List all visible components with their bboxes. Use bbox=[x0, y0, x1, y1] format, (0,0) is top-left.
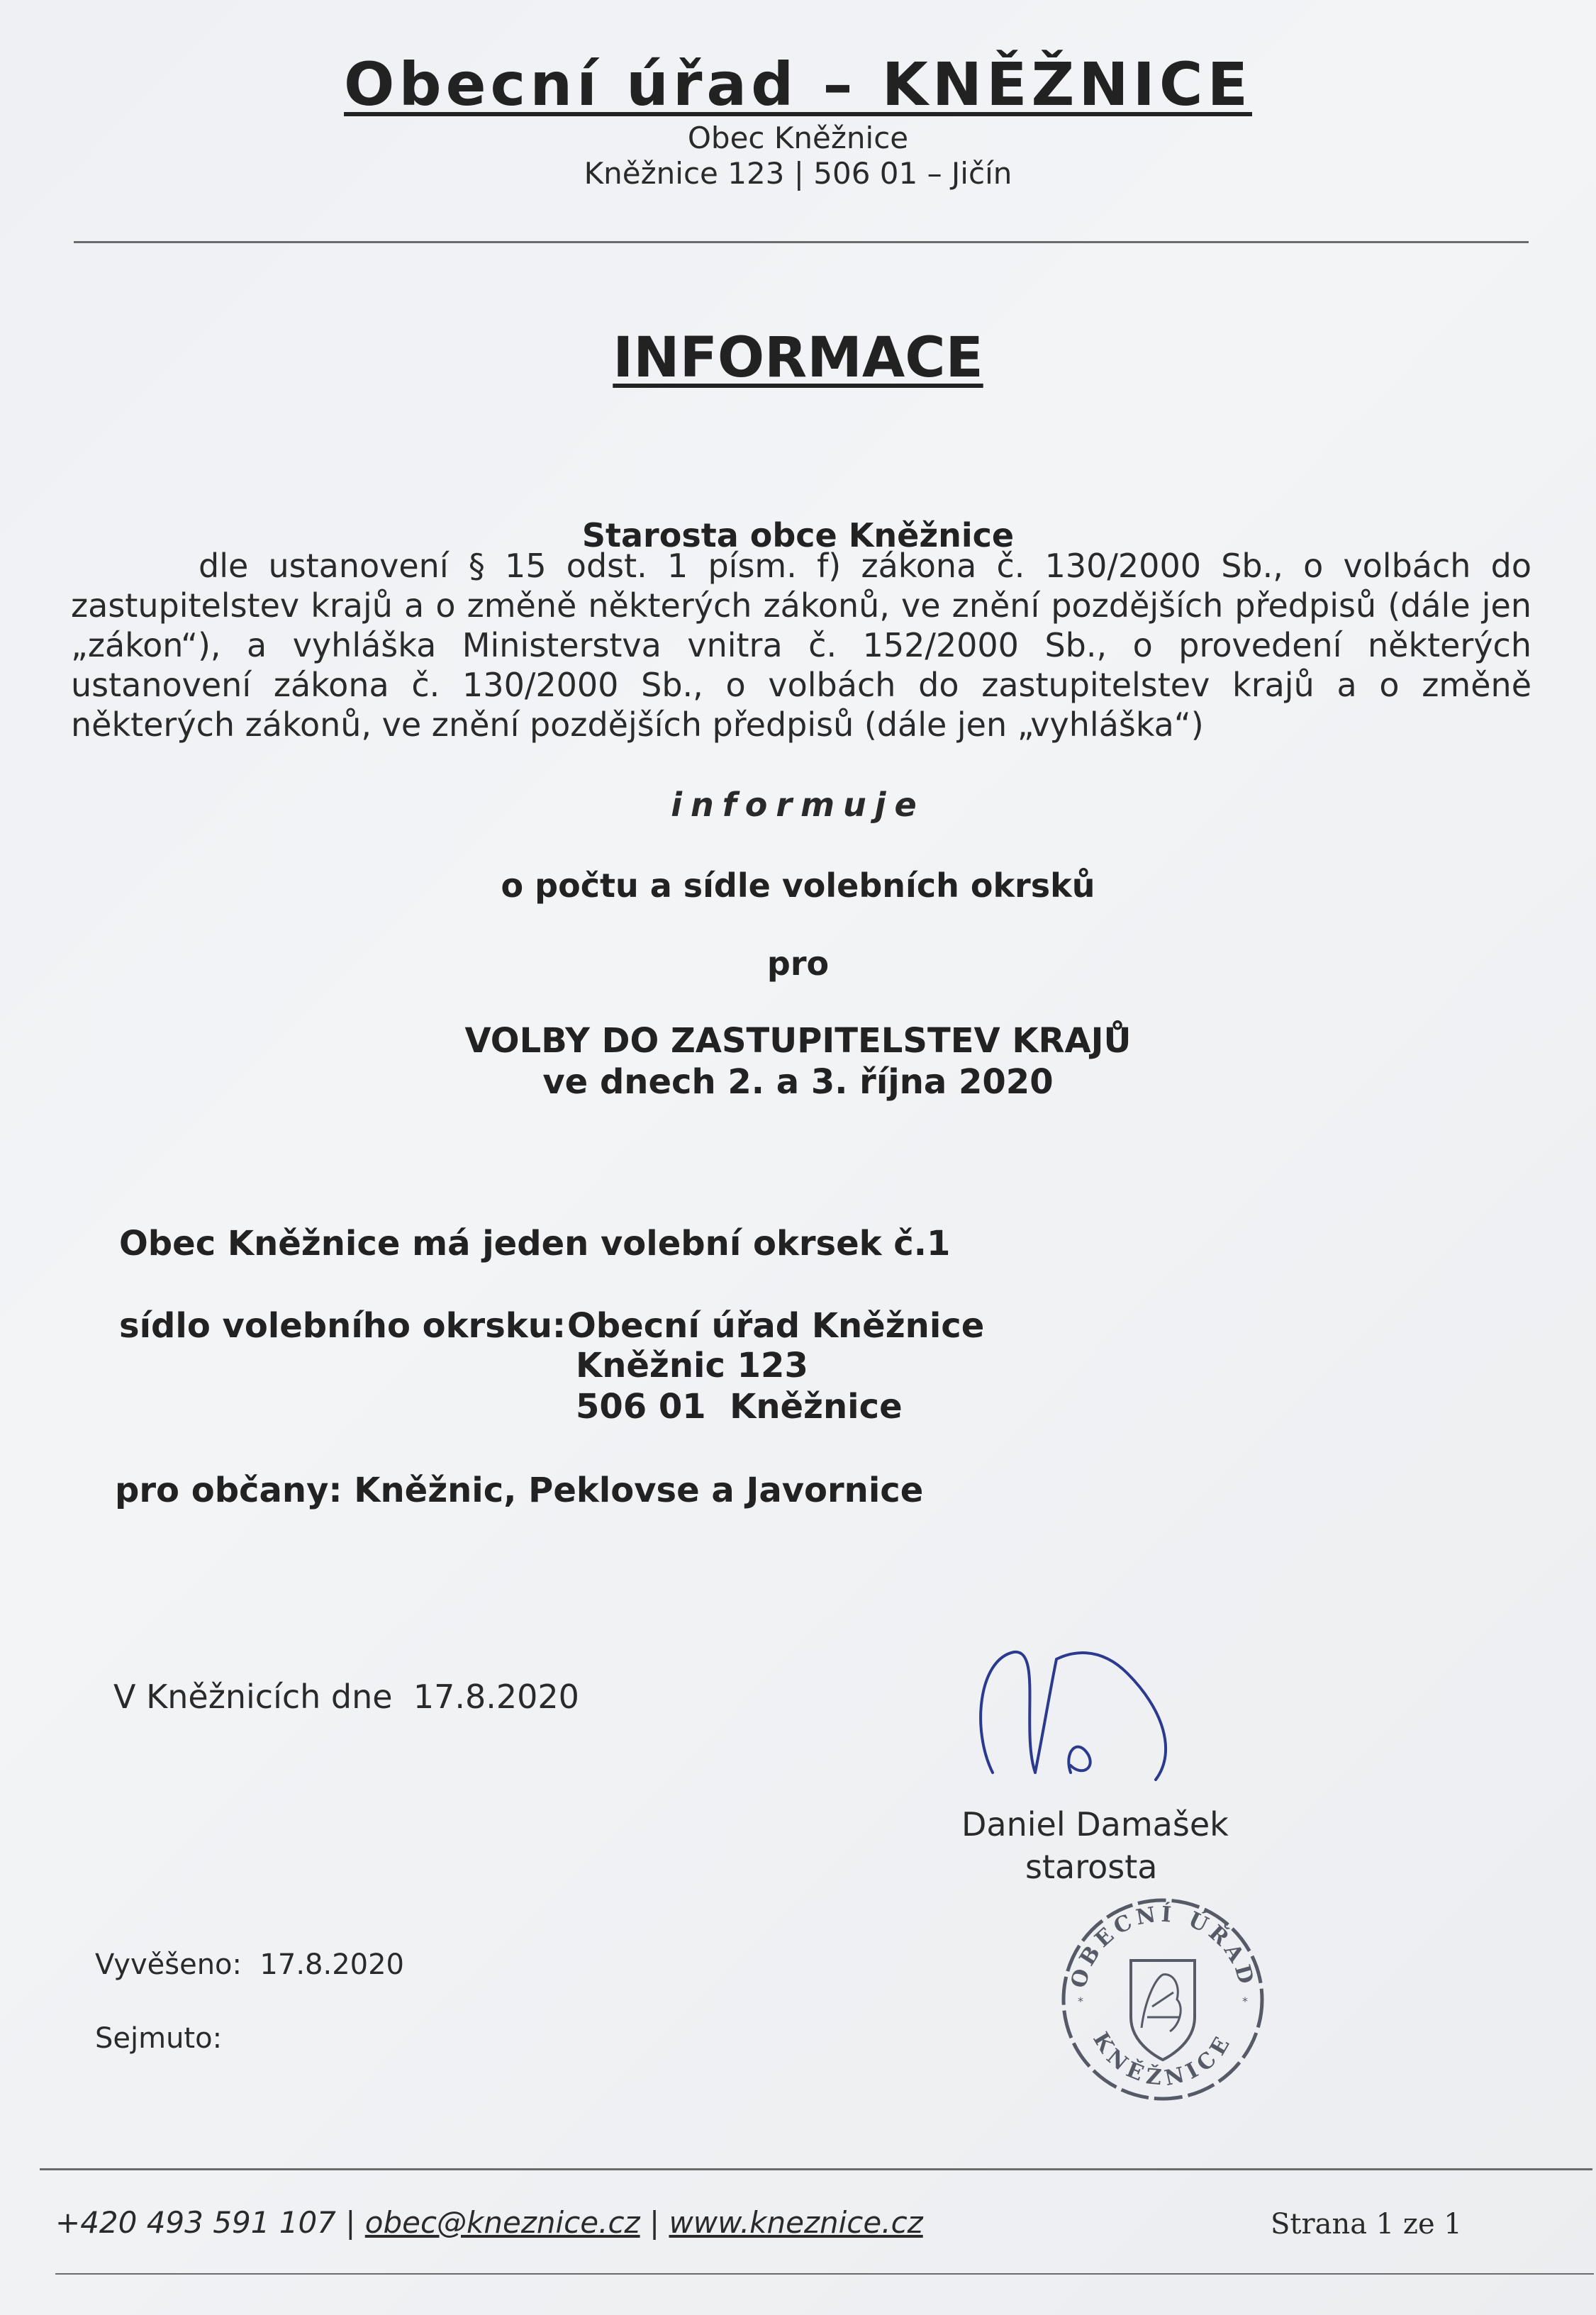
office-title: Obecní úřad – KNĚŽNICE bbox=[344, 50, 1252, 119]
seat-line1: Obecní úřad Kněžnice bbox=[567, 1306, 985, 1346]
subject: o počtu a sídle volebních okrsků bbox=[501, 866, 1095, 905]
signer-role: starosta bbox=[1025, 1848, 1158, 1886]
pro-label: pro bbox=[766, 944, 830, 983]
footer-divider-top bbox=[40, 2168, 1592, 2170]
footer-web-link[interactable]: www.kneznice.cz bbox=[669, 2205, 923, 2240]
removed-date: Sejmuto: bbox=[95, 2022, 223, 2055]
legal-paragraph: dle ustanovení § 15 odst. 1 písm. f) zákona č. 130/2000 Sb., o volbách do zastupitelstev krajů a o změně některých zákonů, ve znění pozdějších předpisů (dále jen „zákon“), a vyhláška Ministerstva vnitra č. 152/2000 Sb., o provedení některých ustanovení zákona č. 130/2000 Sb., o volbách do zastupitelstev krajů a o změně některých zákonů, ve znění pozdějších předpisů (dále jen „vyhláška“) bbox=[71, 547, 1531, 744]
footer-contacts: +420 493 591 107 | obec@kneznice.cz | www.kneznice.cz bbox=[55, 2205, 923, 2240]
stamp-top-text: OBECNÍ ÚŘAD bbox=[1066, 1902, 1260, 1991]
footer-divider-bottom bbox=[55, 2273, 1594, 2275]
seat-label: sídlo volebního okrsku: bbox=[119, 1306, 567, 1346]
issuer: Starosta obce Kněžnice bbox=[581, 516, 1015, 554]
stamp-bottom-text: KNĚŽNICE bbox=[1088, 2028, 1238, 2092]
informuje-label: informuje bbox=[671, 786, 925, 824]
seat-line2: Kněžnic 123 bbox=[576, 1346, 808, 1385]
footer-email-link[interactable]: obec@kneznice.cz bbox=[364, 2205, 640, 2240]
office-address: Kněžnice 123 | 506 01 – Jičín bbox=[584, 156, 1012, 191]
place-date: V Kněžnicích dne 17.8.2020 bbox=[113, 1678, 579, 1716]
office-stamp bbox=[1056, 1893, 1269, 2106]
page-number: Strana 1 ze 1 bbox=[1271, 2208, 1462, 2241]
svg-text:OBECNÍ ÚŘAD bbox=[1066, 1902, 1259, 1991]
district-count: Obec Kněžnice má jeden volební okrsek č.1 bbox=[119, 1224, 951, 1264]
posted-date: Vyvěšeno: 17.8.2020 bbox=[95, 1948, 404, 1981]
signature-image bbox=[964, 1631, 1198, 1801]
office-name: Obec Kněžnice bbox=[687, 121, 909, 155]
election-title: VOLBY DO ZASTUPITELSTEV KRAJŮ bbox=[464, 1021, 1132, 1061]
svg-text:*: * bbox=[1078, 1995, 1083, 2008]
signer-name: Daniel Damašek bbox=[961, 1805, 1229, 1843]
document-title: INFORMACE bbox=[613, 326, 983, 390]
citizens: pro občany: Kněžnic, Peklovse a Javornice bbox=[115, 1471, 924, 1510]
seat-line3: 506 01 Kněžnice bbox=[576, 1387, 903, 1427]
svg-text:*: * bbox=[1242, 1995, 1248, 2008]
footer-phone: +420 493 591 107 bbox=[55, 2205, 336, 2240]
header-divider bbox=[74, 241, 1529, 243]
election-dates: ve dnech 2. a 3. října 2020 bbox=[542, 1062, 1054, 1102]
